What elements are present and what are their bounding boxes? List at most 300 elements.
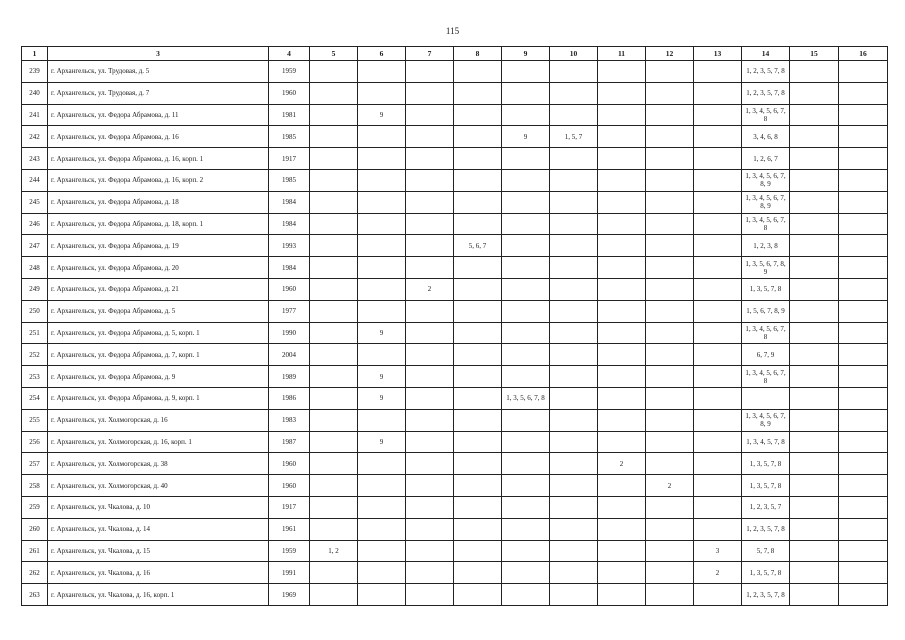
year-cell: 1983 (269, 409, 310, 431)
table-cell (694, 104, 742, 126)
table-cell (790, 584, 839, 606)
table-cell (310, 213, 358, 235)
table-cell: 9 (358, 104, 406, 126)
table-cell (550, 584, 598, 606)
table-cell (839, 191, 888, 213)
table-cell (790, 191, 839, 213)
table-cell (550, 61, 598, 83)
table-cell (694, 518, 742, 540)
table-cell (550, 518, 598, 540)
table-cell (406, 322, 454, 344)
table-cell (406, 235, 454, 257)
table-cell (502, 322, 550, 344)
table-cell (310, 431, 358, 453)
table-cell (839, 61, 888, 83)
table-cell: 1, 3, 4, 5, 6, 7, 8 (742, 322, 790, 344)
address-cell: г. Архангельск, ул. Федора Абрамова, д. 16 (48, 126, 269, 148)
table-cell (839, 278, 888, 300)
table-cell (502, 82, 550, 104)
table-cell: 1, 3, 5, 7, 8 (742, 278, 790, 300)
table-cell (790, 104, 839, 126)
year-cell: 1991 (269, 562, 310, 584)
table-cell (598, 540, 646, 562)
table-cell (598, 257, 646, 279)
table-cell (550, 235, 598, 257)
table-cell (358, 213, 406, 235)
table-cell (839, 366, 888, 388)
table-cell (454, 191, 502, 213)
table-cell: 1, 3, 4, 5, 6, 7, 8, 9 (742, 169, 790, 191)
table-row (22, 518, 888, 540)
row-number-cell: 246 (22, 213, 48, 235)
table-cell (790, 562, 839, 584)
table-cell (839, 387, 888, 409)
table-cell (694, 584, 742, 606)
table-cell (790, 235, 839, 257)
table-cell (502, 104, 550, 126)
address-cell: г. Архангельск, ул. Чкалова, д. 14 (48, 518, 269, 540)
table-cell (598, 322, 646, 344)
table-cell (454, 257, 502, 279)
table-cell (598, 475, 646, 497)
table-cell: 9 (358, 322, 406, 344)
table-cell (550, 366, 598, 388)
table-cell (694, 300, 742, 322)
table-cell (550, 322, 598, 344)
table-cell: 1, 3, 5, 7, 8 (742, 562, 790, 584)
row-number-cell: 262 (22, 562, 48, 584)
column-header-10: 10 (550, 47, 598, 61)
table-cell (502, 213, 550, 235)
table-cell (646, 518, 694, 540)
year-cell: 1984 (269, 257, 310, 279)
table-cell (502, 278, 550, 300)
year-cell: 1986 (269, 387, 310, 409)
table-cell: 2 (598, 453, 646, 475)
table-cell (310, 104, 358, 126)
table-cell (839, 235, 888, 257)
table-cell (454, 344, 502, 366)
address-cell: г. Архангельск, ул. Федора Абрамова, д. 16, корп. 2 (48, 169, 269, 191)
table-cell (598, 300, 646, 322)
row-number-cell: 250 (22, 300, 48, 322)
table-cell (310, 475, 358, 497)
table-row (22, 235, 888, 257)
table-cell (790, 300, 839, 322)
table-cell (646, 191, 694, 213)
year-cell: 1917 (269, 496, 310, 518)
table-cell (742, 387, 790, 409)
table-cell (310, 562, 358, 584)
table-cell (358, 300, 406, 322)
table-cell (839, 496, 888, 518)
table-cell (646, 104, 694, 126)
table-cell (454, 496, 502, 518)
year-cell: 1993 (269, 235, 310, 257)
row-number-cell: 260 (22, 518, 48, 540)
table-cell (646, 82, 694, 104)
row-number-cell: 248 (22, 257, 48, 279)
table-cell (454, 61, 502, 83)
table-cell (550, 191, 598, 213)
table-cell (310, 409, 358, 431)
table-cell (406, 169, 454, 191)
table-cell (839, 584, 888, 606)
table-row (22, 540, 888, 562)
address-cell: г. Архангельск, ул. Чкалова, д. 16, корп. 1 (48, 584, 269, 606)
address-cell: г. Архангельск, ул. Федора Абрамова, д. 9 (48, 366, 269, 388)
table-cell (406, 387, 454, 409)
year-cell: 1959 (269, 61, 310, 83)
table-cell (598, 126, 646, 148)
table-cell (454, 540, 502, 562)
table-cell (406, 409, 454, 431)
table-cell (646, 584, 694, 606)
table-cell (358, 169, 406, 191)
table-cell (694, 431, 742, 453)
table-cell (454, 148, 502, 170)
table-cell (694, 344, 742, 366)
table-cell (406, 584, 454, 606)
table-row (22, 82, 888, 104)
table-row (22, 278, 888, 300)
table-cell: 9 (358, 366, 406, 388)
table-cell (358, 344, 406, 366)
table-cell (550, 496, 598, 518)
table-cell: 6, 7, 9 (742, 344, 790, 366)
table-cell (550, 562, 598, 584)
page-number: 115 (445, 26, 460, 36)
column-header-9: 9 (502, 47, 550, 61)
table-row (22, 191, 888, 213)
table-body (22, 61, 888, 606)
table-row (22, 300, 888, 322)
table-cell (646, 540, 694, 562)
table-cell (598, 235, 646, 257)
table-cell: 1, 2, 3, 5, 7, 8 (742, 82, 790, 104)
table-row (22, 257, 888, 279)
table-cell (502, 540, 550, 562)
address-cell: г. Архангельск, ул. Чкалова, д. 15 (48, 540, 269, 562)
row-number-cell: 243 (22, 148, 48, 170)
row-number-cell: 247 (22, 235, 48, 257)
table-cell (358, 562, 406, 584)
table-cell: 1, 3, 5, 6, 7, 8 (502, 387, 550, 409)
table-cell (550, 387, 598, 409)
table-cell (646, 169, 694, 191)
row-number-cell: 249 (22, 278, 48, 300)
table-cell (694, 278, 742, 300)
table-row (22, 213, 888, 235)
table-cell (598, 213, 646, 235)
table-cell (310, 322, 358, 344)
table-cell (502, 562, 550, 584)
table-cell (598, 431, 646, 453)
row-number-cell: 241 (22, 104, 48, 126)
table-cell: 1, 2, 3, 5, 7 (742, 496, 790, 518)
table-row (22, 126, 888, 148)
column-header-5: 5 (310, 47, 358, 61)
table-cell (406, 82, 454, 104)
table-cell (310, 387, 358, 409)
column-header-15: 15 (790, 47, 839, 61)
table-cell (646, 213, 694, 235)
table-cell (310, 169, 358, 191)
row-number-cell: 242 (22, 126, 48, 148)
table-cell (454, 453, 502, 475)
table-cell: 9 (358, 387, 406, 409)
table-cell (550, 409, 598, 431)
table-row (22, 584, 888, 606)
table-cell (310, 126, 358, 148)
table-cell (790, 496, 839, 518)
table-cell (790, 82, 839, 104)
table-cell: 1, 3, 4, 5, 6, 7, 8, 9 (742, 409, 790, 431)
table-cell (646, 366, 694, 388)
table-cell (406, 344, 454, 366)
table-cell (839, 518, 888, 540)
table-cell (358, 518, 406, 540)
table-cell (502, 61, 550, 83)
table-cell (790, 475, 839, 497)
table-cell (358, 475, 406, 497)
row-number-cell: 254 (22, 387, 48, 409)
table-cell (598, 409, 646, 431)
table-cell (694, 126, 742, 148)
table-cell (694, 257, 742, 279)
year-cell: 1960 (269, 278, 310, 300)
table-cell (598, 496, 646, 518)
table-cell (790, 518, 839, 540)
table-cell (454, 366, 502, 388)
table-cell (358, 235, 406, 257)
table-cell: 1, 3, 4, 5, 6, 7, 8 (742, 213, 790, 235)
year-cell: 1981 (269, 104, 310, 126)
address-cell: г. Архангельск, ул. Федора Абрамова, д. 18 (48, 191, 269, 213)
table-cell (646, 257, 694, 279)
address-cell: г. Архангельск, ул. Федора Абрамова, д. 19 (48, 235, 269, 257)
table-cell (839, 82, 888, 104)
table-cell (790, 366, 839, 388)
table-cell (839, 431, 888, 453)
table-row (22, 409, 888, 431)
table-cell (406, 148, 454, 170)
table-cell (454, 82, 502, 104)
table-cell (646, 235, 694, 257)
table-cell (839, 562, 888, 584)
table-cell (598, 169, 646, 191)
table-cell (839, 148, 888, 170)
table-cell (358, 82, 406, 104)
header-row (22, 47, 888, 61)
table-row (22, 366, 888, 388)
table-cell (406, 453, 454, 475)
year-cell: 1985 (269, 126, 310, 148)
year-cell: 1977 (269, 300, 310, 322)
table-cell (646, 562, 694, 584)
table-cell (550, 431, 598, 453)
table-cell (790, 540, 839, 562)
table-cell (310, 453, 358, 475)
table-cell (358, 278, 406, 300)
column-header-12: 12 (646, 47, 694, 61)
table-cell (839, 169, 888, 191)
table-cell (358, 191, 406, 213)
address-cell: г. Архангельск, ул. Холмогорская, д. 16, корп. 1 (48, 431, 269, 453)
year-cell: 1984 (269, 213, 310, 235)
table-cell (406, 496, 454, 518)
table-cell (694, 453, 742, 475)
table-cell (502, 257, 550, 279)
address-cell: г. Архангельск, ул. Трудовая, д. 5 (48, 61, 269, 83)
year-cell: 1960 (269, 453, 310, 475)
row-number-cell: 263 (22, 584, 48, 606)
table-cell (310, 235, 358, 257)
address-cell: г. Архангельск, ул. Холмогорская, д. 40 (48, 475, 269, 497)
table-row (22, 322, 888, 344)
year-cell: 1960 (269, 475, 310, 497)
table-cell (310, 257, 358, 279)
table-cell (598, 191, 646, 213)
table-cell (790, 126, 839, 148)
row-number-cell: 255 (22, 409, 48, 431)
table-cell (406, 257, 454, 279)
table-cell (406, 562, 454, 584)
table-cell: 1, 3, 4, 5, 7, 8 (742, 431, 790, 453)
row-number-cell: 245 (22, 191, 48, 213)
column-header-8: 8 (454, 47, 502, 61)
table-row (22, 344, 888, 366)
table-cell (310, 191, 358, 213)
table-cell (839, 300, 888, 322)
table-cell (310, 148, 358, 170)
table-cell (406, 300, 454, 322)
table-cell (694, 148, 742, 170)
table-cell: 1, 3, 5, 6, 7, 8, 9 (742, 257, 790, 279)
table-cell (454, 213, 502, 235)
table-cell (454, 278, 502, 300)
table-row (22, 61, 888, 83)
table-cell (550, 300, 598, 322)
table-cell (646, 126, 694, 148)
table-cell (839, 453, 888, 475)
table-cell (550, 104, 598, 126)
table-cell: 1, 2, 3, 5, 7, 8 (742, 584, 790, 606)
table-cell (358, 61, 406, 83)
table-cell (694, 61, 742, 83)
table-cell (310, 300, 358, 322)
table-cell (502, 366, 550, 388)
table-cell: 1, 3, 5, 7, 8 (742, 475, 790, 497)
table-cell (550, 540, 598, 562)
table-cell: 9 (502, 126, 550, 148)
table-cell (598, 278, 646, 300)
table-cell (598, 82, 646, 104)
buildings-table (21, 46, 888, 606)
table-cell (454, 387, 502, 409)
table-row (22, 562, 888, 584)
column-header-3: 3 (48, 47, 269, 61)
table-cell (598, 104, 646, 126)
table-cell: 9 (358, 431, 406, 453)
row-number-cell: 251 (22, 322, 48, 344)
table-cell (598, 148, 646, 170)
table-cell (502, 453, 550, 475)
year-cell: 1917 (269, 148, 310, 170)
table-cell: 2 (694, 562, 742, 584)
table-cell (790, 257, 839, 279)
table-cell (502, 431, 550, 453)
row-number-cell: 261 (22, 540, 48, 562)
table-cell (646, 496, 694, 518)
table-cell (790, 431, 839, 453)
table-cell (790, 213, 839, 235)
table-cell: 3, 4, 6, 8 (742, 126, 790, 148)
table-cell (550, 278, 598, 300)
table-cell (310, 496, 358, 518)
table-cell (790, 344, 839, 366)
table-cell (646, 278, 694, 300)
table-cell (310, 61, 358, 83)
table-cell (454, 518, 502, 540)
table-cell (454, 104, 502, 126)
table-cell (598, 344, 646, 366)
table-cell (406, 518, 454, 540)
table-cell (598, 518, 646, 540)
address-cell: г. Архангельск, ул. Холмогорская, д. 16 (48, 409, 269, 431)
table-cell (694, 169, 742, 191)
table-cell (550, 453, 598, 475)
table-cell (454, 475, 502, 497)
table-cell: 1, 2, 3, 5, 7, 8 (742, 61, 790, 83)
table-cell (502, 475, 550, 497)
table-cell (790, 148, 839, 170)
table-cell (406, 213, 454, 235)
table-cell: 1, 3, 4, 5, 6, 7, 8 (742, 104, 790, 126)
table-cell (310, 584, 358, 606)
table-cell (454, 584, 502, 606)
table-cell (790, 61, 839, 83)
table-cell (406, 366, 454, 388)
table-row (22, 104, 888, 126)
table-cell (502, 409, 550, 431)
table-cell (454, 409, 502, 431)
table-cell: 1, 3, 5, 7, 8 (742, 453, 790, 475)
table-cell (694, 475, 742, 497)
row-number-cell: 244 (22, 169, 48, 191)
table-cell: 2 (646, 475, 694, 497)
table-cell (454, 169, 502, 191)
table-cell (646, 344, 694, 366)
table-cell (358, 496, 406, 518)
table-cell (454, 300, 502, 322)
table-cell (550, 257, 598, 279)
table-cell (406, 540, 454, 562)
table-cell (310, 82, 358, 104)
table-cell (646, 300, 694, 322)
table-cell (694, 496, 742, 518)
column-header-6: 6 (358, 47, 406, 61)
table-cell (550, 169, 598, 191)
address-cell: г. Архангельск, ул. Трудовая, д. 7 (48, 82, 269, 104)
year-cell: 1985 (269, 169, 310, 191)
column-header-13: 13 (694, 47, 742, 61)
row-number-cell: 239 (22, 61, 48, 83)
table-cell (839, 126, 888, 148)
year-cell: 1987 (269, 431, 310, 453)
table-cell (358, 148, 406, 170)
table-cell (454, 562, 502, 584)
